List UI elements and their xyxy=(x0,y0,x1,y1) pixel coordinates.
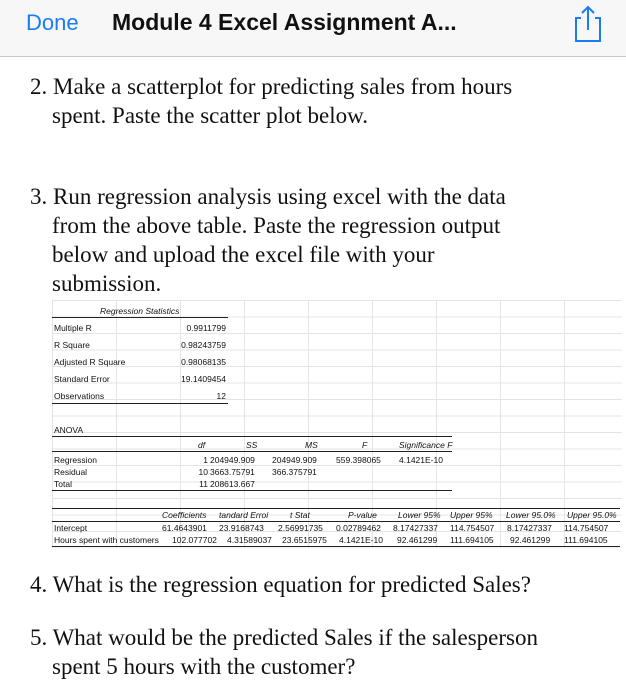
anova-row-label: Total xyxy=(54,479,72,489)
coef-header-standard-error: tandard Erroi xyxy=(219,510,269,520)
stat-value: 0.98243759 xyxy=(181,340,226,350)
anova-header-ss: SS xyxy=(246,440,258,450)
question-5-line-2: spent 5 hours with the customer? xyxy=(52,654,356,679)
table-rule xyxy=(52,490,452,491)
regression-output xyxy=(52,300,622,548)
coef-lower-95: 92.461299 xyxy=(397,535,438,545)
coef-standard-error: 23.9168743 xyxy=(219,523,264,533)
coef-upper-95: 111.694105 xyxy=(450,535,494,545)
question-4 xyxy=(30,570,531,599)
coef-header-t-stat: t Stat xyxy=(290,510,310,520)
anova-f: 559.398065 xyxy=(336,455,381,465)
coef-standard-error: 4.31589037 xyxy=(227,535,272,545)
anova-row-label: Residual xyxy=(54,467,88,477)
question-4-line-1: 4. What is the regression equation for predicted Sales? xyxy=(30,572,531,597)
table-rule xyxy=(52,521,620,522)
coef-header-upper-95-0: Upper 95.0% xyxy=(567,510,617,520)
coef-lower-95-0: 8.17427337 xyxy=(507,523,552,533)
question-5 xyxy=(30,623,538,681)
question-3-line-4: submission. xyxy=(52,271,162,296)
share-icon[interactable] xyxy=(570,4,606,44)
done-button[interactable]: Done xyxy=(26,10,79,35)
coef-header-lower-95-0: Lower 95.0% xyxy=(506,510,556,520)
coef-t-stat: 2.56991735 xyxy=(278,523,323,533)
question-3-line-3: below and upload the excel file with your xyxy=(52,242,435,267)
coef-value: 61.4643901 xyxy=(162,523,207,533)
anova-ss: 3663.75791 xyxy=(210,467,255,477)
table-rule xyxy=(52,317,228,318)
anova-ms: 366.375791 xyxy=(272,467,317,477)
question-2-line-2: spent. Paste the scatter plot below. xyxy=(52,103,368,128)
table-rule xyxy=(52,451,452,452)
coef-value: 102.077702 xyxy=(172,535,217,545)
stat-label: Adjusted R Square xyxy=(54,357,126,367)
coef-upper-95-0: 114.754507 xyxy=(564,523,609,533)
stat-value: 0.9911799 xyxy=(186,323,226,333)
coef-lower-95: 8.17427337 xyxy=(393,523,438,533)
anova-header-f: F xyxy=(362,440,368,450)
coef-upper-95-0: 111.694105 xyxy=(564,535,608,545)
coef-p-value: 0.02789462 xyxy=(336,523,381,533)
question-3-line-1: 3. Run regression analysis using excel with the data xyxy=(30,184,506,209)
table-rule xyxy=(52,508,620,509)
anova-significance: 4.1421E-10 xyxy=(399,455,443,465)
question-3 xyxy=(30,182,506,298)
anova-ms: 204949.909 xyxy=(272,455,317,465)
coef-upper-95: 114.754507 xyxy=(450,523,495,533)
anova-ss: 204949.909 xyxy=(210,455,255,465)
anova-header-ms: MS xyxy=(305,440,318,450)
stat-label: R Square xyxy=(54,340,90,350)
coef-p-value: 4.1421E-10 xyxy=(339,535,383,545)
anova-row-label: Regression xyxy=(54,455,97,465)
anova-header-df: df xyxy=(198,440,206,450)
stat-value: 0.98068135 xyxy=(181,357,226,367)
coef-lower-95-0: 92.461299 xyxy=(510,535,551,545)
table-rule xyxy=(52,403,228,404)
coef-row-label: Intercept xyxy=(54,523,88,533)
stat-value: 19.1409454 xyxy=(181,374,226,384)
anova-df: 1 xyxy=(203,455,208,465)
nav-bar xyxy=(0,0,626,57)
question-3-line-2: from the above table. Paste the regression output xyxy=(52,213,501,238)
coef-t-stat: 23.6515975 xyxy=(282,535,327,545)
stat-value: 12 xyxy=(216,391,226,401)
stat-label: Standard Error xyxy=(54,374,110,384)
coef-header-coefficients: Coefficients xyxy=(162,510,207,520)
anova-ss: 208613.667 xyxy=(210,479,255,489)
question-2-line-1: 2. Make a scatterplot for predicting sales from hours xyxy=(30,74,513,99)
document-title: Module 4 Excel Assignment A... xyxy=(112,9,457,35)
coef-header-p-value: P-value xyxy=(348,510,377,520)
coef-header-lower-95: Lower 95% xyxy=(398,510,441,520)
stat-label: Multiple R xyxy=(54,323,92,333)
question-2 xyxy=(30,72,512,130)
anova-df: 10 xyxy=(198,467,208,477)
anova-header-significance: Significance F xyxy=(399,440,453,450)
coef-header-upper-95: Upper 95% xyxy=(450,510,493,520)
coef-row-label: Hours spent with customers xyxy=(54,535,159,545)
anova-title: ANOVA xyxy=(54,425,84,435)
question-5-line-1: 5. What would be the predicted Sales if the salesperson xyxy=(30,625,538,650)
table-rule xyxy=(52,436,452,437)
regression-statistics-title: Regression Statistics xyxy=(100,306,180,316)
anova-df: 11 xyxy=(199,479,208,489)
stat-label: Observations xyxy=(54,391,105,401)
table-rule xyxy=(52,546,620,547)
